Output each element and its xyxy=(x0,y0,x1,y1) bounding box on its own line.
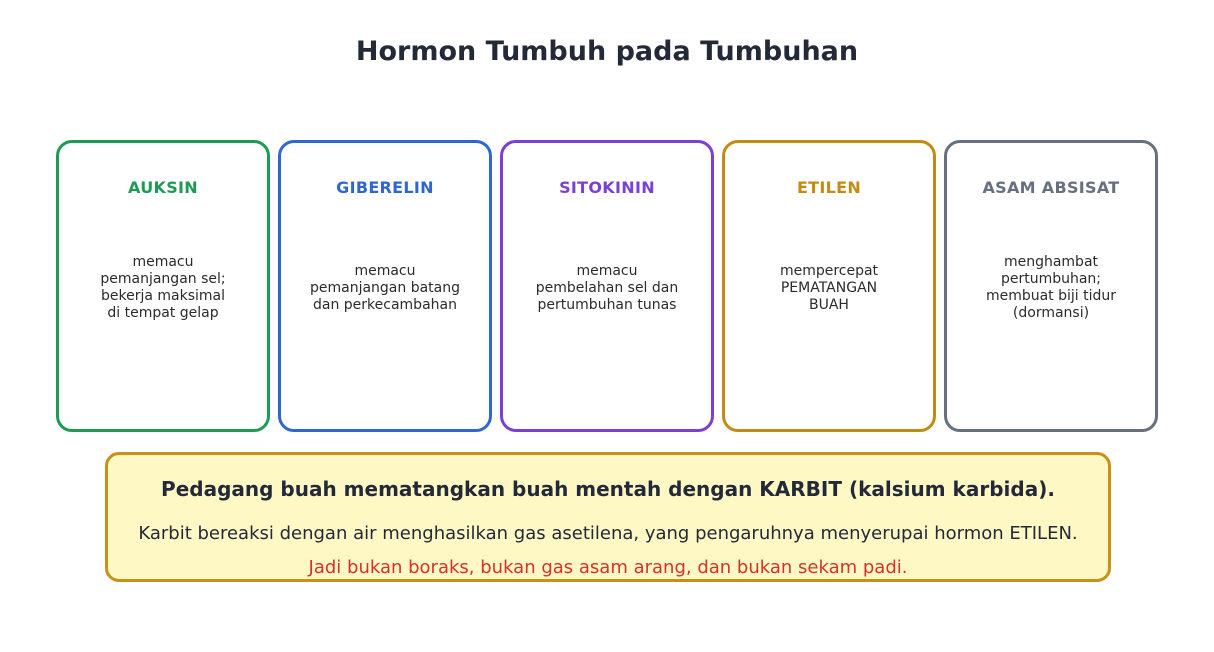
hormone-card-giberelin xyxy=(278,140,492,432)
hormone-card-asam-absisat xyxy=(944,140,1158,432)
hormone-card-sitokinin xyxy=(500,140,714,432)
hormone-name: AUKSIN xyxy=(128,178,198,197)
hormone-name: SITOKININ xyxy=(559,178,655,197)
hormone-name: GIBERELIN xyxy=(336,178,434,197)
hormone-description: menghambat pertumbuhan; membuat biji tidur (dormansi) xyxy=(985,254,1117,321)
diagram-title: Hormon Tumbuh pada Tumbuhan xyxy=(355,36,859,67)
karbit-note-box xyxy=(105,452,1111,582)
note-highlight: Jadi bukan boraks, bukan gas asam arang, dan bukan sekam padi. xyxy=(308,557,908,578)
hormone-description: memacu pemanjangan batang dan perkecambahan xyxy=(309,262,460,313)
hormone-name: ASAM ABSISAT xyxy=(982,178,1120,197)
note-heading: Pedagang buah mematangkan buah mentah dengan KARBIT (kalsium karbida). xyxy=(161,477,1055,501)
hormone-name: ETILEN xyxy=(796,178,862,197)
hormone-description: mempercepat PEMATANGAN BUAH xyxy=(779,262,879,313)
hormone-card-auksin xyxy=(56,140,270,432)
hormone-description: memacu pemanjangan sel; bekerja maksimal di tempat gelap xyxy=(100,254,226,321)
note-body: Karbit bereaksi dengan air menghasilkan gas asetilena, yang pengaruhnya menyerupai hormon ETILEN. xyxy=(138,523,1078,544)
hormone-description: memacu pembelahan sel dan pertumbuhan tunas xyxy=(535,262,679,313)
hormone-card-etilen xyxy=(722,140,936,432)
